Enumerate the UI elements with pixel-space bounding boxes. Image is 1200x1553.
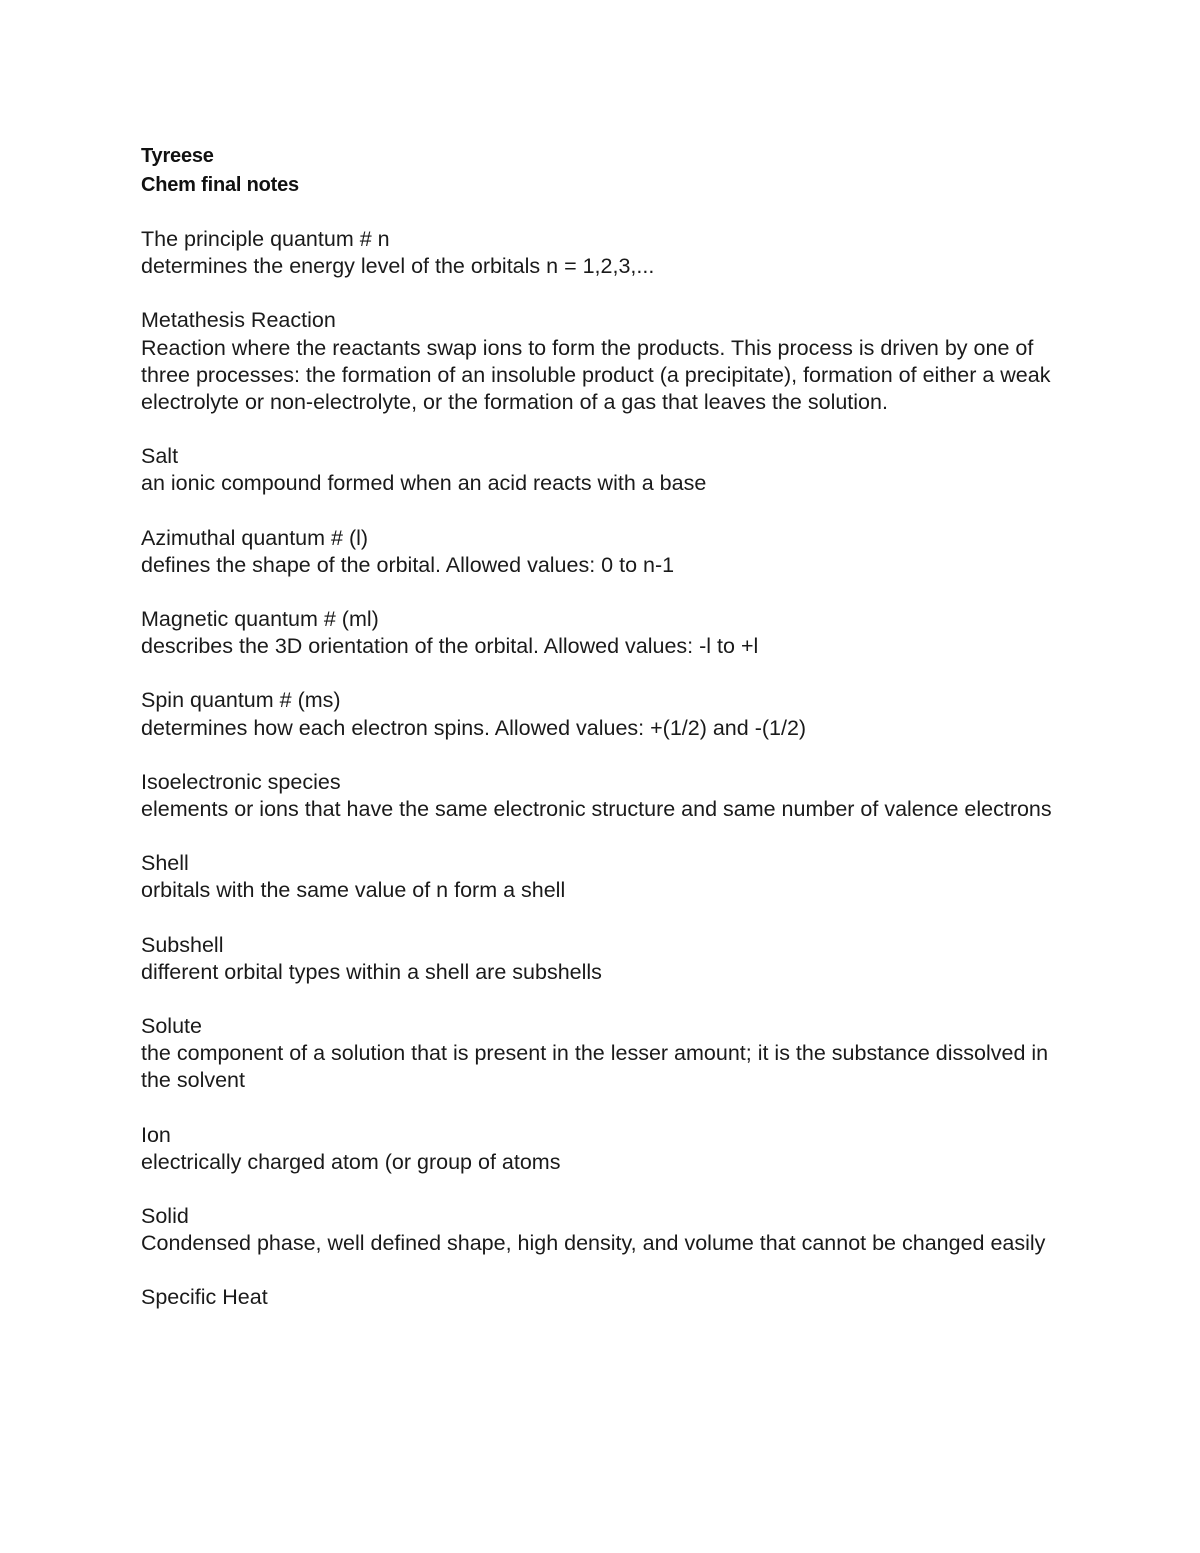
note-definition: defines the shape of the orbital. Allowed values: 0 to n-1 <box>141 552 675 577</box>
note-term: Specific Heat <box>141 1285 268 1310</box>
note-term: Shell <box>141 851 189 876</box>
note-definition: describes the 3D orientation of the orbital. Allowed values: -l to +l <box>141 634 759 659</box>
author-name: Tyreese <box>141 145 214 167</box>
note-entry-metathesis <box>141 307 1056 416</box>
note-term: Solute <box>141 1014 202 1039</box>
note-definition: the component of a solution that is present in the lesser amount; it is the substance dissolved in the solvent <box>141 1041 1049 1093</box>
note-definition: orbitals with the same value of n form a shell <box>141 878 566 903</box>
note-definition: an ionic compound formed when an acid reacts with a base <box>141 471 707 496</box>
document-body <box>141 142 1056 1339</box>
note-entry-ion <box>141 1122 1056 1176</box>
note-definition: determines how each electron spins. Allowed values: +(1/2) and -(1/2) <box>141 715 807 740</box>
note-term: Ion <box>141 1122 171 1147</box>
note-entry-solid <box>141 1203 1056 1257</box>
note-entry-principle-quantum <box>141 226 1056 280</box>
note-entry-spin-quantum <box>141 687 1056 741</box>
note-term: Isoelectronic species <box>141 769 341 794</box>
note-definition: Condensed phase, well defined shape, high density, and volume that cannot be changed easily <box>141 1231 1046 1256</box>
note-entry-azimuthal-quantum <box>141 525 1056 579</box>
note-term: Magnetic quantum # (ml) <box>141 607 379 632</box>
note-entry-salt <box>141 443 1056 497</box>
note-definition: different orbital types within a shell are subshells <box>141 959 602 984</box>
note-entry-isoelectronic <box>141 769 1056 823</box>
note-definition: Reaction where the reactants swap ions to form the products. This process is driven by one of three processes: the formation of an insoluble product (a precipitate), formation of either a weak electrolyte or non-electrolyte, or the formation of a gas that leaves the solution. <box>141 335 1051 415</box>
note-term: Salt <box>141 444 179 469</box>
note-term: Solid <box>141 1204 189 1229</box>
note-term: Azimuthal quantum # (l) <box>141 525 369 550</box>
document-header <box>141 142 1056 200</box>
note-entry-shell <box>141 850 1056 904</box>
note-entry-specific-heat <box>141 1284 1056 1311</box>
note-term: The principle quantum # n <box>141 227 390 251</box>
note-definition: electrically charged atom (or group of atoms <box>141 1149 561 1174</box>
note-term: Spin quantum # (ms) <box>141 688 341 713</box>
note-entry-magnetic-quantum <box>141 606 1056 660</box>
note-definition: elements or ions that have the same electronic structure and same number of valence electrons <box>141 797 1052 822</box>
note-entry-solute <box>141 1013 1056 1095</box>
note-entry-subshell <box>141 932 1056 986</box>
note-term: Subshell <box>141 932 224 957</box>
note-definition: determines the energy level of the orbitals n = 1,2,3,... <box>141 254 655 279</box>
note-term: Metathesis Reaction <box>141 308 336 333</box>
document-title: Chem final notes <box>141 174 299 196</box>
